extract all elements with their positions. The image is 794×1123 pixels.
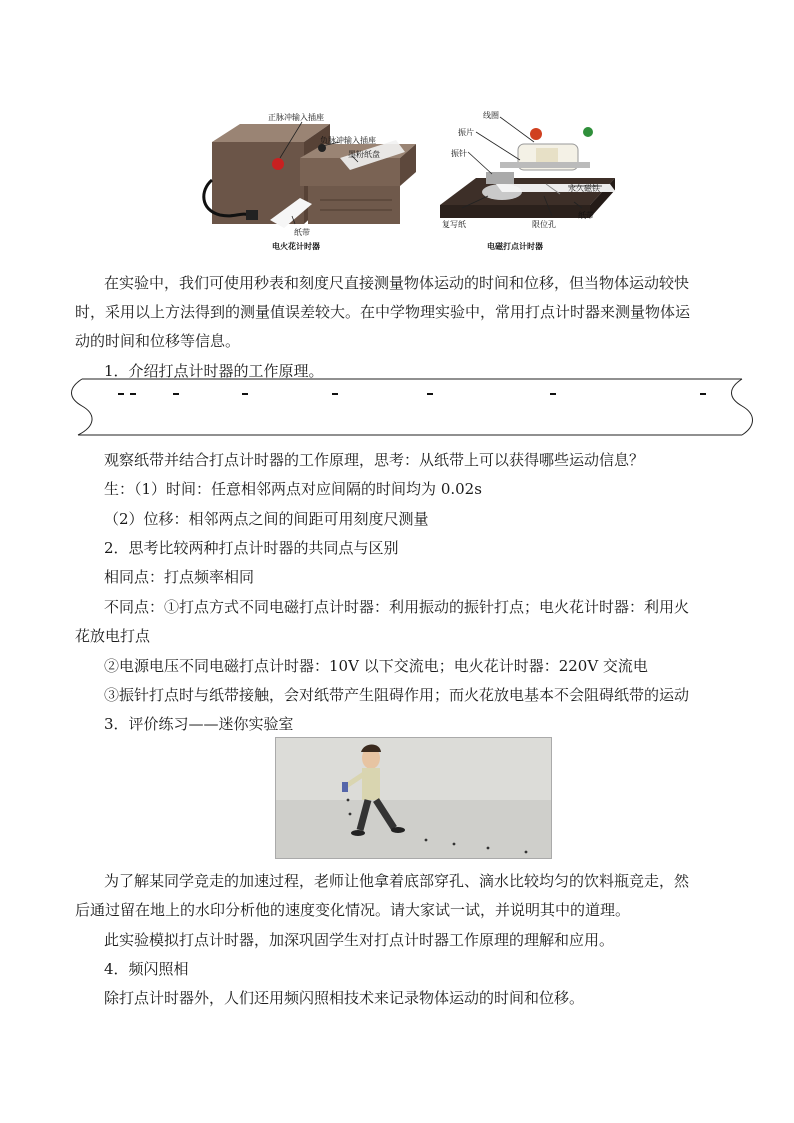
- walking-student-figure: [276, 738, 551, 858]
- item-3-heading: 3．评价练习——迷你实验室: [104, 715, 294, 733]
- item-2-heading: 2．思考比较两种打点计时器的共同点与区别: [104, 539, 399, 557]
- timer-figure: [200, 100, 620, 260]
- label-pos-input: 正脉冲输入插座: [268, 113, 324, 122]
- label-coil: 线圈: [483, 111, 499, 120]
- tape-dot: [173, 393, 179, 395]
- label-needle: 振针: [451, 149, 467, 158]
- paper-tape: [60, 374, 760, 438]
- answer-displacement: （2）位移：相邻两点之间的间距可用刻度尺测量: [104, 510, 429, 528]
- paper-tape-outline: [60, 374, 760, 438]
- caption-em-timer: 电磁打点计时器: [487, 242, 543, 251]
- intro-line-1: 在实验中，我们可使用秒表和刻度尺直接测量物体运动的时间和位移，但当物体运动较快: [104, 274, 690, 292]
- label-carbon-paper: 复写纸: [442, 220, 466, 229]
- diff-friction: ③振针打点时与纸带接触，会对纸带产生阻碍作用；而火花放电基本不会阻碍纸带的运动: [104, 686, 690, 704]
- intro-line-3: 动的时间和位移等信息。: [75, 332, 241, 350]
- label-neg-input: 负脉冲输入插座: [320, 136, 376, 145]
- label-magnet: 永久磁铁: [568, 184, 600, 193]
- strobe-intro: 除打点计时器外，人们还用频闪照相技术来记录物体运动的时间和位移。: [104, 989, 585, 1007]
- tape-dot: [130, 393, 136, 395]
- same-point: 相同点：打点频率相同: [104, 568, 255, 586]
- observe-question: 观察纸带并结合打点计时器的工作原理，思考：从纸带上可以获得哪些运动信息？: [104, 451, 645, 469]
- tape-dot: [118, 393, 124, 395]
- label-limit-hole: 限位孔: [532, 220, 556, 229]
- simulate-note: 此实验模拟打点计时器，加深巩固学生对打点计时器工作原理的理解和应用。: [104, 931, 615, 949]
- diff-line-2: 花放电打点: [75, 627, 151, 645]
- tape-dot: [427, 393, 433, 395]
- label-tape-right: 纸带: [578, 211, 594, 220]
- item-4-heading: 4．频闪照相: [104, 960, 189, 978]
- tape-dot: [242, 393, 248, 395]
- tape-dot: [332, 393, 338, 395]
- diff-voltage: ②电源电压不同电磁打点计时器：10V 以下交流电；电火花计时器：220V 交流电: [104, 657, 648, 675]
- caption-spark-timer: 电火花计时器: [272, 242, 320, 251]
- walk-line-1: 为了解某同学竞走的加速过程，老师让他拿着底部穿孔、滴水比较均匀的饮料瓶竞走，然: [104, 872, 690, 890]
- tape-dot: [700, 393, 706, 395]
- intro-line-2: 时，采用以上方法得到的测量值误差较大。在中学物理实验中，常用打点计时器来测量物体运: [75, 303, 691, 321]
- tape-dot: [550, 393, 556, 395]
- item-1-heading: 1．介绍打点计时器的工作原理。: [104, 362, 324, 380]
- answer-time: 生：（1）时间：任意相邻两点对应间隔的时间均为 0.02s: [104, 480, 482, 498]
- walk-line-2: 后通过留在地上的水印分析他的速度变化情况。请大家试一试，并说明其中的道理。: [75, 901, 631, 919]
- timer-illustration: [200, 100, 620, 260]
- label-vibrator: 振片: [458, 128, 474, 137]
- label-tape-left: 纸带: [294, 228, 310, 237]
- diff-line-1: 不同点：①打点方式不同电磁打点计时器：利用振动的振针打点；电火花计时器：利用火: [104, 598, 690, 616]
- walking-student-photo: [275, 737, 552, 859]
- label-ink-disk: 墨粉纸盘: [348, 150, 380, 159]
